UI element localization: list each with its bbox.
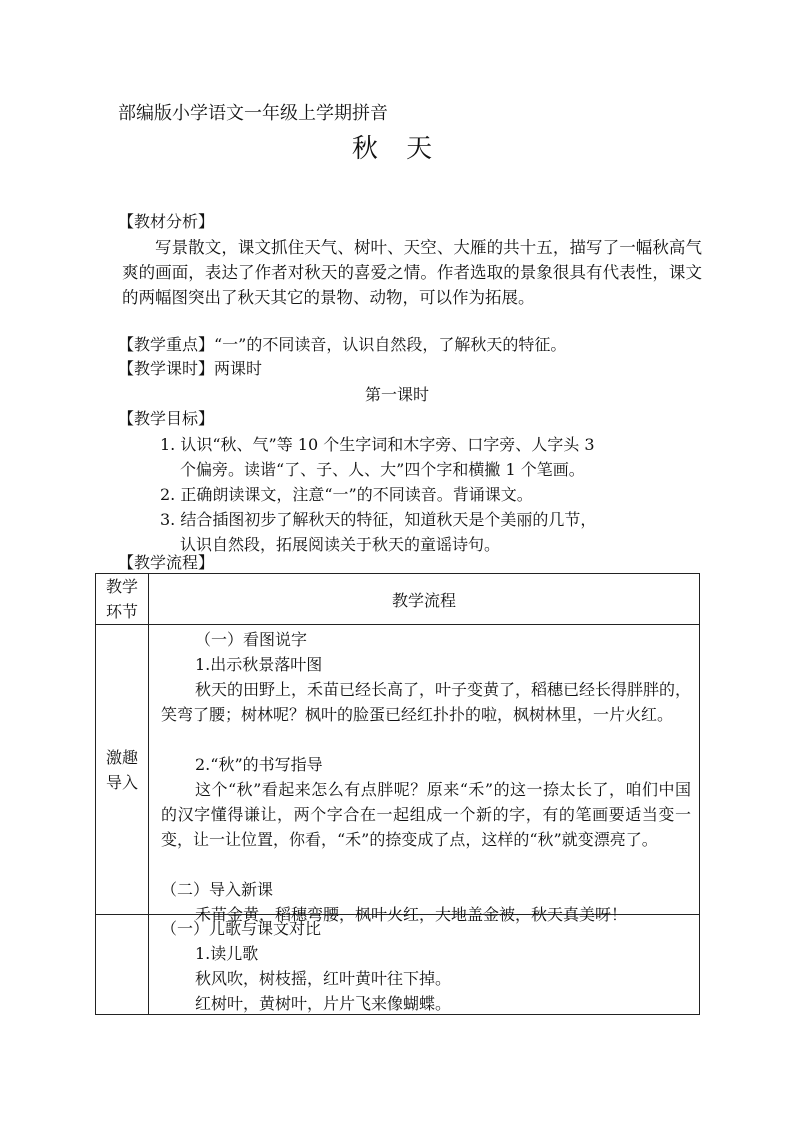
objective-1-line-2: 个偏旁。读谐“了、子、人、大”四个字和横撇 1 个笔画。 bbox=[180, 460, 585, 479]
document-subtitle: 部编版小学语文一年级上学期拼音 bbox=[118, 103, 388, 124]
objective-3-line-1: 3. 结合插图初步了解秋天的特征，知道秋天是个美丽的几节， bbox=[160, 510, 597, 529]
objective-3-line-2: 认识自然段，拓展阅读关于秋天的童谣诗句。 bbox=[180, 535, 501, 554]
table-row bbox=[96, 625, 700, 915]
stage-header-line-2: 环节 bbox=[105, 602, 138, 621]
rhyme-line-2: 红树叶，黄树叶，片片飞来像蝴蝶。 bbox=[195, 994, 452, 1013]
document-title: 秋 天 bbox=[351, 134, 443, 164]
part2-text: 禾苗金黄，稻穗弯腰，枫叶火红，大地盖金被，秋天真美呀！ bbox=[195, 905, 628, 924]
class-hours: 【教学课时】两课时 bbox=[118, 359, 263, 378]
step2-text: 这个“秋”看起来怎么有点胖呢？原来“禾”的这一捺太长了，咱们中国的汉字懂得谦让，两个字合在一起组成一个新的字，有的笔画要适当变一变，让一让位置，你看，“禾”的捺变成了点，这样的“秋”就变漂亮了。 bbox=[161, 780, 691, 849]
step2-title: 2.“秋”的书写指导 bbox=[195, 755, 323, 774]
step1-title: 1.出示秋景落叶图 bbox=[195, 655, 323, 674]
stage-intro-line-1: 激趣 bbox=[105, 747, 138, 767]
flow-heading: 【教学流程】 bbox=[118, 553, 215, 572]
key-point: 【教学重点】“一”的不同读音，认识自然段，了解秋天的特征。 bbox=[118, 335, 567, 354]
table-header-row bbox=[96, 574, 700, 625]
analysis-heading: 【教材分析】 bbox=[118, 212, 215, 231]
stage-header-cell bbox=[96, 574, 149, 625]
objective-1-line-1: 1. 认识“秋、气”等 10 个生字词和木字旁、口字旁、人字头 3 bbox=[160, 435, 595, 454]
part2-title: （二）导入新课 bbox=[161, 880, 274, 899]
part1-title: （一）看图说字 bbox=[195, 630, 308, 649]
table-row bbox=[96, 915, 700, 1015]
content-cell-intro bbox=[149, 625, 700, 924]
content-header-cell bbox=[149, 574, 700, 625]
stage-intro-line-2: 导入 bbox=[105, 772, 138, 792]
objective-2: 2. 正确朗读课文，注意“一”的不同读音。背诵课文。 bbox=[160, 485, 533, 504]
stage-cell-empty bbox=[96, 915, 149, 1015]
content-cell-reading bbox=[149, 915, 700, 1015]
row2-step1-title: 1.读儿歌 bbox=[195, 944, 259, 963]
rhyme-line-1: 秋风吹，树枝摇，红叶黄叶往下掉。 bbox=[195, 969, 452, 988]
stage-header-line-1: 教学 bbox=[105, 577, 138, 596]
teaching-flow-table bbox=[95, 573, 700, 1015]
stage-cell-intro bbox=[96, 625, 149, 915]
lesson-label: 第一课时 bbox=[364, 385, 429, 404]
analysis-text: 写景散文，课文抓住天气、树叶、天空、大雁的共十五，描写了一幅秋高气爽的画面，表达了作者对秋天的喜爱之情。作者选取的景象很具有代表性，课文的两幅图突出了秋天其它的景物、动物，可以作为拓展。 bbox=[122, 238, 702, 307]
content-header: 教学流程 bbox=[391, 590, 456, 610]
objectives-heading: 【教学目标】 bbox=[118, 409, 215, 428]
step1-text: 秋天的田野上，禾苗已经长高了，叶子变黄了，稻穗已经长得胖胖的，笑弯了腰；树林呢？枫叶的脸蛋已经红扑扑的啦，枫树林里，一片火红。 bbox=[161, 680, 692, 724]
row2-part1-title: （一）儿歌与课文对比 bbox=[161, 919, 322, 938]
